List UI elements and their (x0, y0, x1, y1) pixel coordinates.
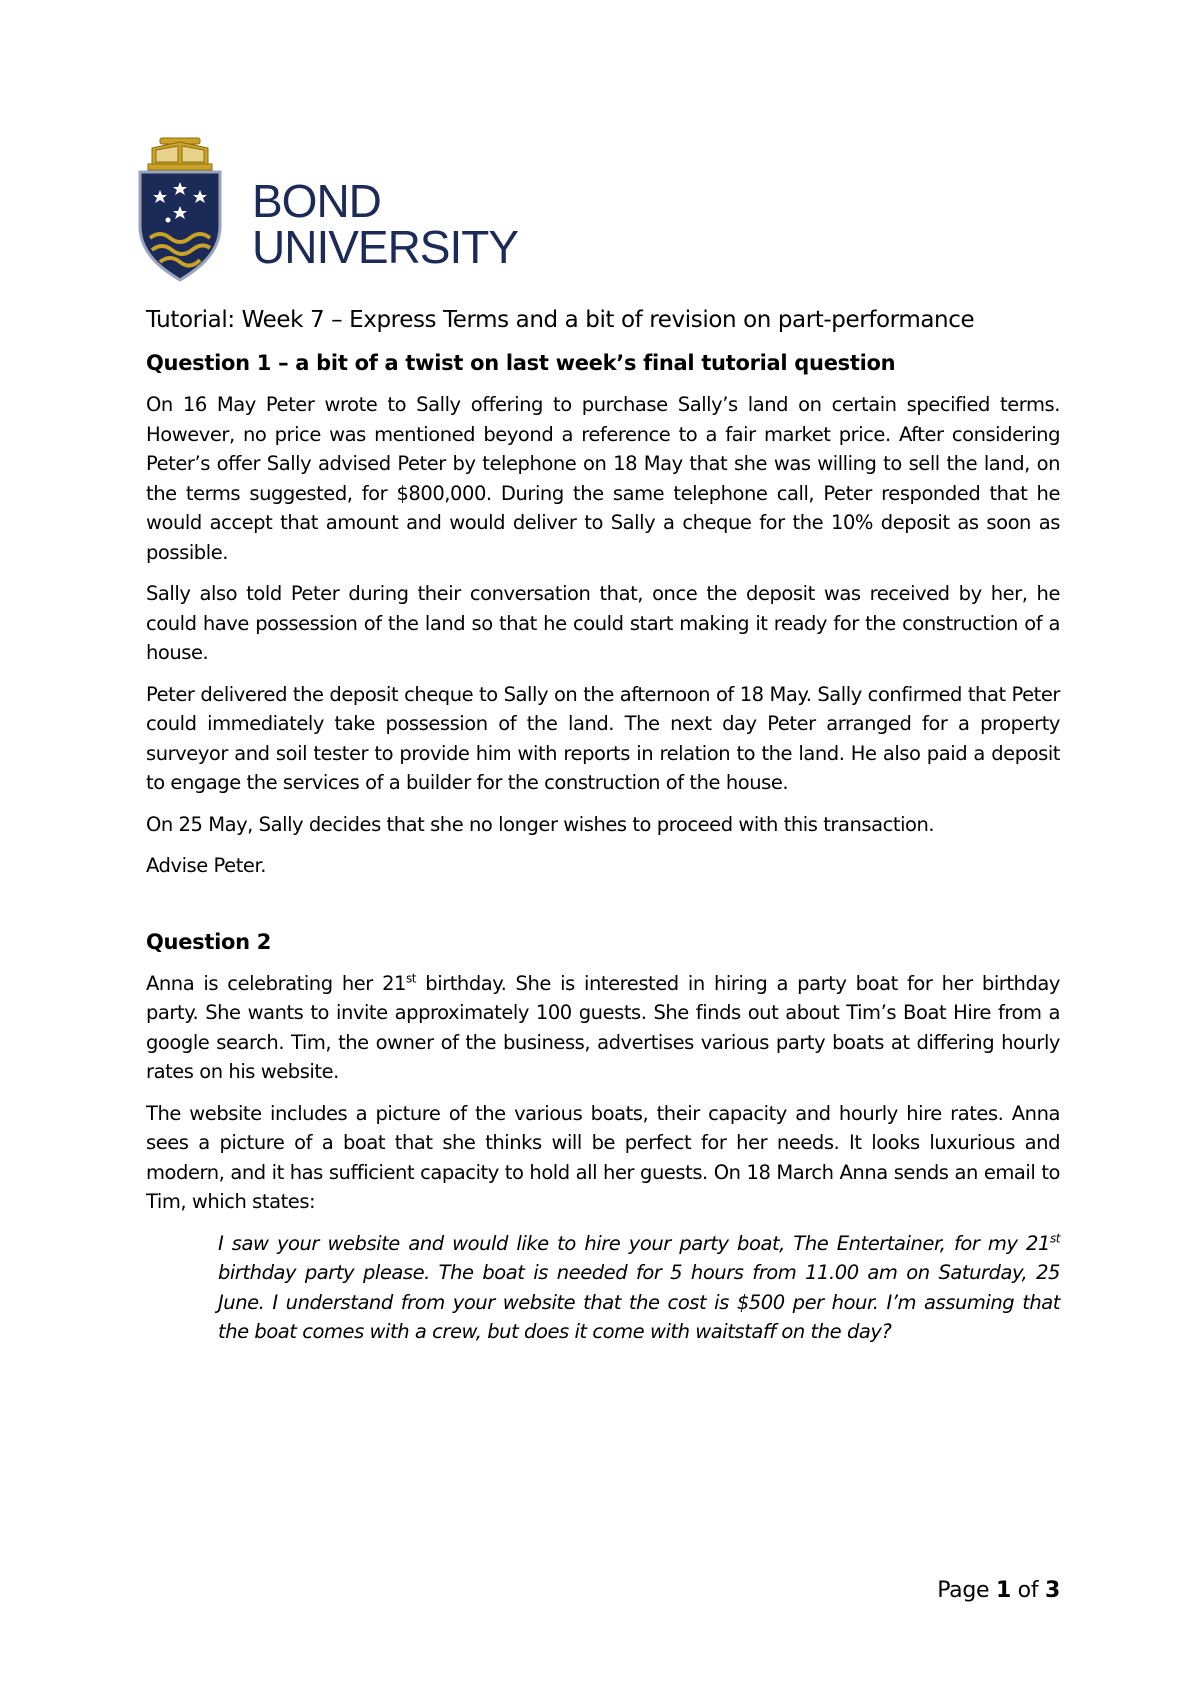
footer-page-word: Page (937, 1578, 990, 1603)
question-1-paragraph-2: Sally also told Peter during their conversation that, once the deposit was received by her, he could have possession of the land so that he could start making it ready for the construction of a house. (146, 582, 1060, 664)
footer-page-total: 3 (1044, 1578, 1060, 1603)
question-1-instruction: Advise Peter. (146, 854, 266, 877)
bond-university-logo (146, 148, 526, 298)
question-2-heading: Question 2 (146, 929, 272, 954)
quote-sup: st (1049, 1231, 1060, 1245)
question-2-paragraph-2: The website includes a picture of the various boats, their capacity and hourly hire rates. Anna sees a picture of a boat that she thinks will be perfect for her needs. It looks luxurious and modern, and it has sufficient capacity to hold all her guests. On 18 March Anna sends an email to Tim, which states: (146, 1101, 1060, 1213)
q2-p1-sup: st (406, 971, 417, 985)
question-1-paragraph-4: On 25 May, Sally decides that she no longer wishes to proceed with this transaction. (146, 812, 935, 836)
footer-of-word: of (1017, 1578, 1039, 1603)
question-1-paragraph-1: On 16 May Peter wrote to Sally offering to purchase Sally’s land on certain specified terms. However, no price was mentioned beyond a reference to a fair market price. After considering Peter’s offer Sally advised Peter by telephone on 18 May that she was willing to sell the land, on the terms suggested, for $800,000. During the same telephone call, Peter responded that he would accept that amount and would deliver to Sally a cheque for the 10% deposit as soon as possible. (146, 393, 1060, 564)
question-2-paragraph-1 (146, 969, 1060, 1087)
shield-crest-icon (130, 134, 230, 284)
email-quote (218, 1229, 1060, 1347)
question-1-paragraph-3: Peter delivered the deposit cheque to Sally on the afternoon of 18 May. Sally confirmed that Peter could immediately take possession of the land. The next day Peter arranged for a property surveyor and soil tester to provide him with reports in relation to the land. He also paid a deposit to engage the services of a builder for the construction of the house. (146, 682, 1060, 794)
quote-after: birthday party please. The boat is needed for 5 hours from 11.00 am on Saturday, 25 June. I understand from your website that the cost is $500 per hour. I’m assuming that the boat comes with a crew, but does it come with waitstaff on the day? (218, 1261, 1060, 1343)
logo-wordmark (252, 175, 519, 273)
quote-before: I saw your website and would like to hire your party boat, The Entertainer, for my 21 (218, 1231, 1050, 1255)
page-number-footer (937, 1578, 1060, 1603)
footer-page-num: 1 (995, 1578, 1011, 1603)
q2-p1-after: birthday. She is interested in hiring a party boat for her birthday party. She wants to invite approximately 100 guests. She finds out about Tim’s Boat Hire from a google search. Tim, the owner of the business, advertises various party boats at differing hourly rates on his website. (146, 971, 1060, 1083)
question-1-heading: Question 1 – a bit of a twist on last week’s final tutorial question (146, 351, 896, 375)
document-body (146, 304, 1060, 1359)
page-title: Tutorial: Week 7 – Express Terms and a bit of revision on part-performance (146, 307, 975, 333)
q2-p1-before: Anna is celebrating her 21 (146, 971, 406, 995)
section-spacer (146, 893, 1060, 927)
logo-line-bond: BOND (252, 175, 381, 227)
logo-line-university: UNIVERSITY (252, 221, 519, 273)
